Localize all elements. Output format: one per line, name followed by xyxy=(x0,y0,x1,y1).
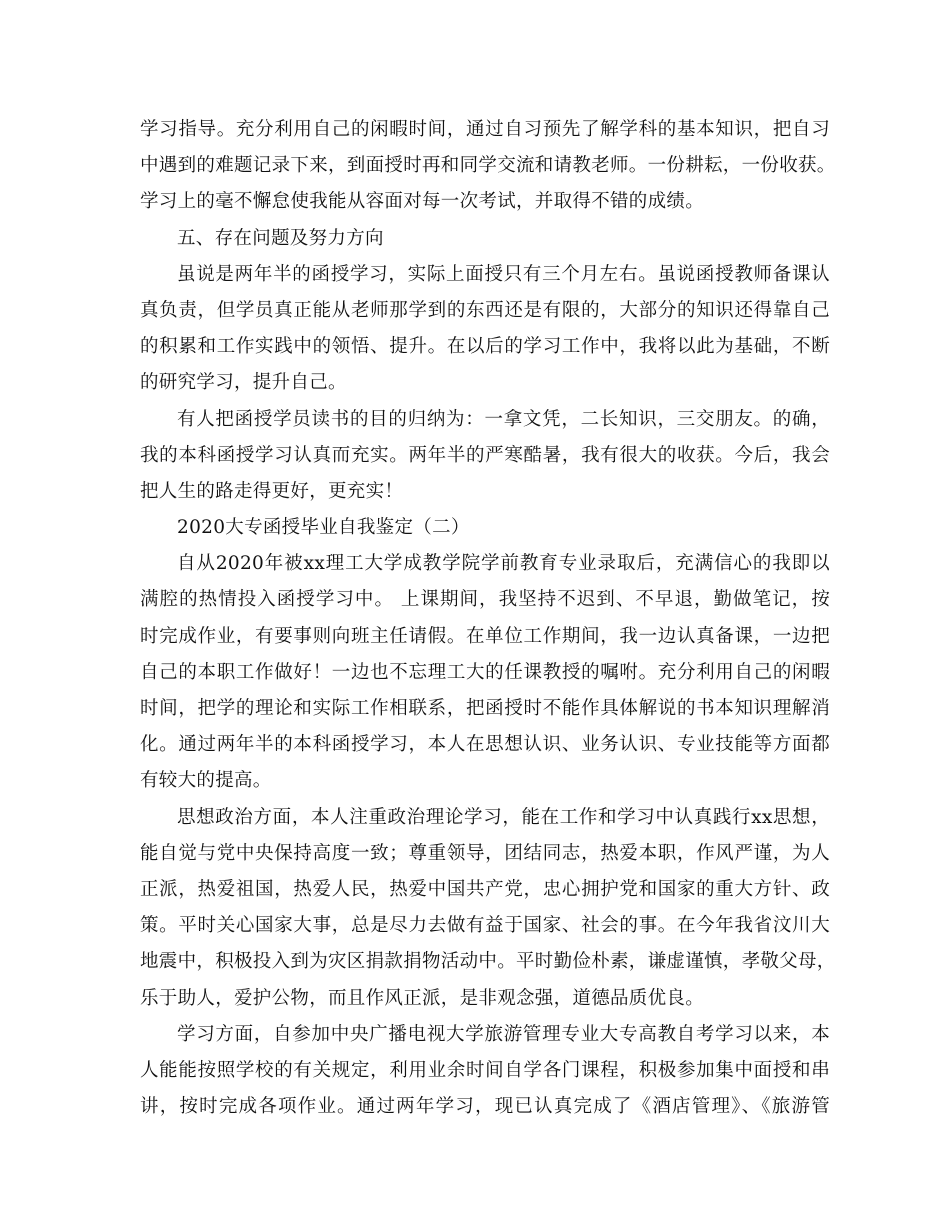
text-line: 学习方面，自参加中央广播电视大学旅游管理专业大专高教自考学习以来，本 xyxy=(177,1023,830,1045)
text-line: 讲，按时完成各项作业。通过两年学习，现已认真完成了《酒店管理》、《旅游管 xyxy=(140,1096,830,1118)
text-line: 时完成作业，有要事则向班主任请假。在单位工作期间，我一边认真备课，一边把 xyxy=(140,625,830,647)
text-line: 策。平时关心国家大事，总是尽力去做有益于国家、社会的事。在今年我省汶川大 xyxy=(140,915,830,937)
text-line: 正派，热爱祖国，热爱人民，热爱中国共产党，忠心拥护党和国家的重大方针、政 xyxy=(140,878,830,900)
text-line: 化。通过两年半的本科函授学习，本人在思想认识、业务认识、专业技能等方面都 xyxy=(140,734,830,756)
text-line: 学习上的毫不懈怠使我能从容面对每一次考试，并取得不错的成绩。 xyxy=(140,191,705,213)
text-line: 虽说是两年半的函授学习，实际上面授只有三个月左右。虽说函授教师备课认 xyxy=(177,263,830,285)
text-line: 中遇到的难题记录下来，到面授时再和同学交流和请教老师。一份耕耘，一份收获。 xyxy=(140,155,836,177)
text-line: 五、存在问题及努力方向 xyxy=(177,227,384,249)
text-line: 真负责，但学员真正能从老师那学到的东西还是有限的，大部分的知识还得靠自己 xyxy=(140,299,830,321)
document-body xyxy=(140,112,836,1125)
text-line: 的积累和工作实践中的领悟、提升。在以后的学习工作中，我将以此为基础，不断 xyxy=(140,336,830,358)
text-line: 满腔的热情投入函授学习中。 上课期间，我坚持不迟到、不早退，勤做笔记，按 xyxy=(140,589,830,611)
text-line: 时间，把学的理论和实际工作相联系，把函授时不能作具体解说的书本知识理解消 xyxy=(140,698,830,719)
text-line: 思想政治方面，本人注重政治理论学习，能在工作和学习中认真践行xx思想， xyxy=(177,806,830,828)
text-line: 有较大的提高。 xyxy=(140,770,272,792)
text-line: 的研究学习，提升自己。 xyxy=(140,372,347,394)
text-line: 把人生的路走得更好，更充实！ xyxy=(140,480,404,502)
text-line: 学习指导。充分利用自己的闲暇时间，通过自习预先了解学科的基本知识，把自习 xyxy=(140,119,830,140)
text-line: 自己的本职工作做好！一边也不忘理工大的任课教授的嘱咐。充分利用自己的闲暇 xyxy=(140,661,830,683)
text-line: 自从2020年被xx理工大学成教学院学前教育专业录取后，充满信心的我即以 xyxy=(177,553,830,575)
text-line: 人能能按照学校的有关规定，利用业余时间自学各门课程，积极参加集中面授和串 xyxy=(140,1059,830,1081)
text-line: 有人把函授学员读书的目的归纳为：一拿文凭，二长知识，三交朋友。的确， xyxy=(177,408,830,430)
text-line: 乐于助人，爱护公物，而且作风正派，是非观念强，道德品质优良。 xyxy=(140,987,705,1009)
text-line: 能自觉与党中央保持高度一致；尊重领导，团结同志，热爱本职，作风严谨，为人 xyxy=(140,842,830,864)
text-line: 地震中，积极投入到为灾区捐款捐物活动中。平时勤俭朴素，谦虚谨慎，孝敬父母， xyxy=(140,951,836,973)
text-line: 我的本科函授学习认真而充实。两年半的严寒酷暑，我有很大的收获。今后，我会 xyxy=(140,444,830,466)
text-line: 2020大专函授毕业自我鉴定（二） xyxy=(177,517,470,539)
